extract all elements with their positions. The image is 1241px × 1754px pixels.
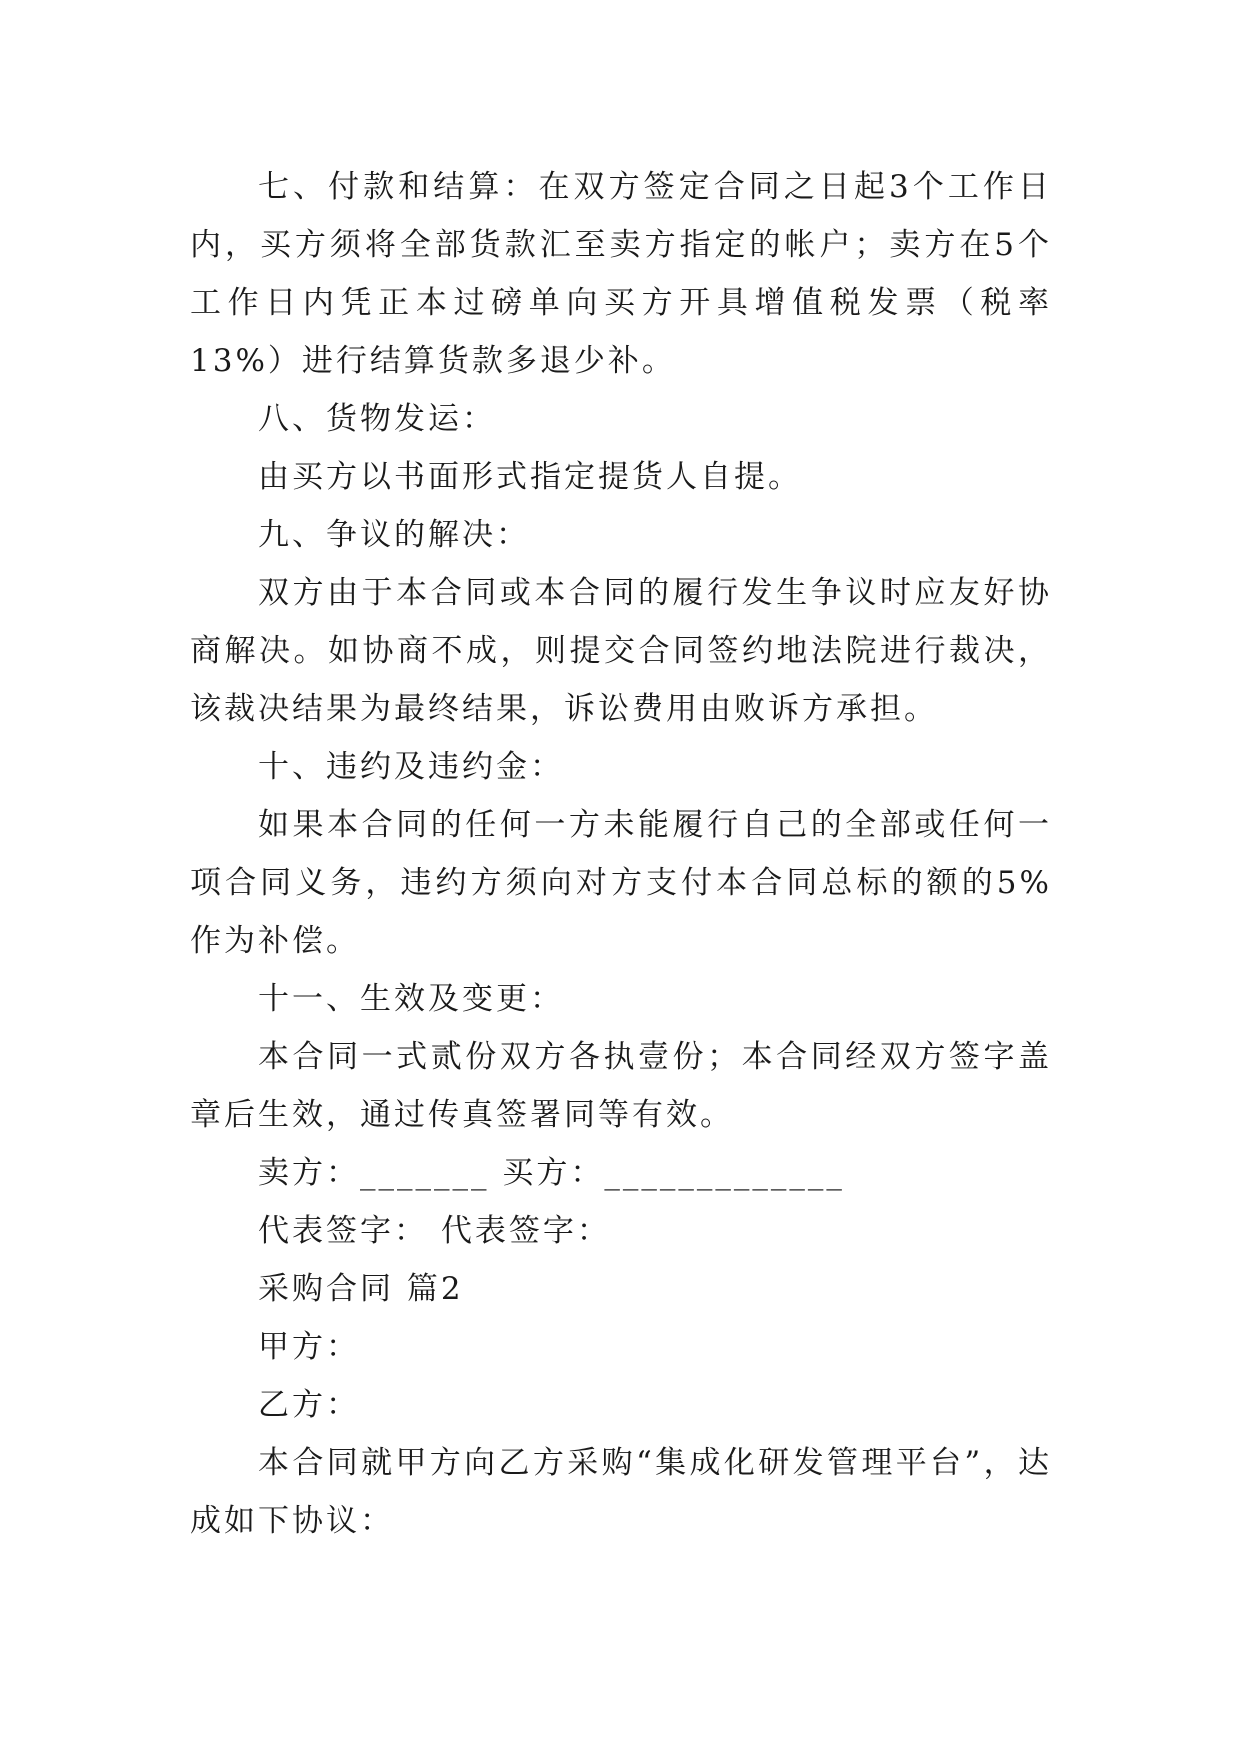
clause-8-text: 由买方以书面形式指定提货人自提。 (258, 459, 802, 495)
representative-signature-line: 代表签字： 代表签字： (258, 1213, 611, 1249)
contract-2-intro: 本合同就甲方向乙方采购“集成化研发管理平台”，达成如下协议： (190, 1445, 1052, 1539)
clause-7-payment: 七、付款和结算：在双方签定合同之日起3个工作日内，买方须将全部货款汇至卖方指定的帐户；卖方在5个工作日内凭正本过磅单向买方开具增值税发票（税率13%）进行结算货款多退少补。 (190, 169, 1052, 379)
seller-buyer-line: 卖方：_______ 买方：_____________ (258, 1155, 845, 1191)
clause-8-heading: 八、货物发运： (258, 401, 496, 437)
party-b-line: 乙方： (258, 1387, 360, 1423)
clause-9-heading: 九、争议的解决： (258, 517, 530, 553)
contract-2-title: 采购合同 篇2 (258, 1271, 464, 1307)
clause-11-text: 本合同一式贰份双方各执壹份；本合同经双方签字盖章后生效，通过传真签署同等有效。 (190, 1039, 1052, 1133)
clause-11-heading: 十一、生效及变更： (258, 981, 564, 1017)
clause-10-text: 如果本合同的任何一方未能履行自己的全部或任何一项合同义务，违约方须向对方支付本合同总标的额的5%作为补偿。 (190, 807, 1052, 959)
party-a-line: 甲方： (258, 1329, 360, 1365)
clause-10-heading: 十、违约及违约金： (258, 749, 564, 785)
document-body (190, 158, 1052, 1550)
clause-9-text: 双方由于本合同或本合同的履行发生争议时应友好协商解决。如协商不成，则提交合同签约地法院进行裁决，该裁决结果为最终结果，诉讼费用由败诉方承担。 (190, 575, 1052, 727)
